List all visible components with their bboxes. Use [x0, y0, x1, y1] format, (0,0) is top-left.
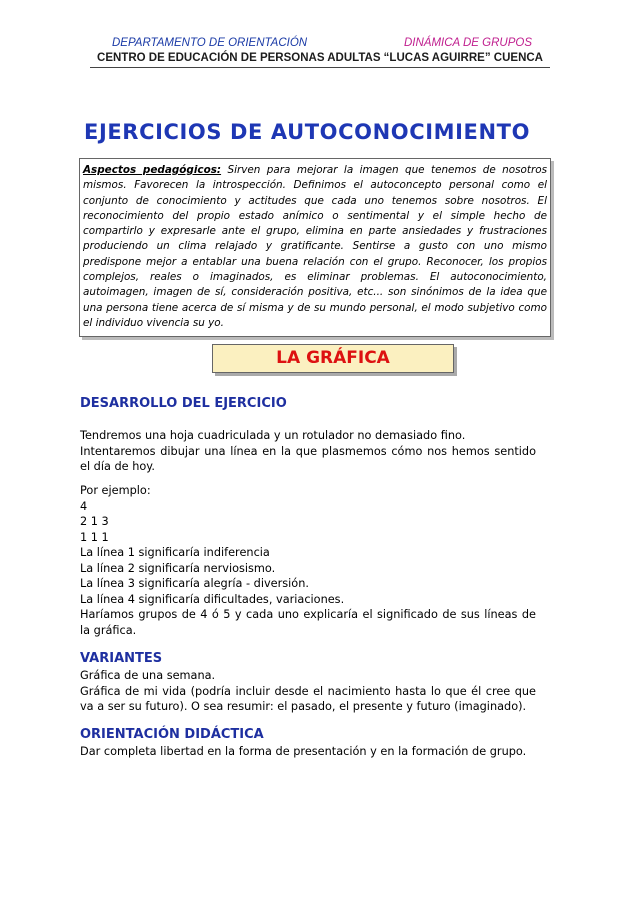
desarrollo-heading: DESARROLLO DEL EJERCICIO — [80, 396, 287, 411]
header-top — [112, 37, 532, 49]
variante-line: Gráfica de una semana. — [80, 669, 216, 682]
orientacion-heading: ORIENTACIÓN DIDÁCTICA — [80, 727, 264, 742]
variante-line: Gráfica de mi vida (podría incluir desde el nacimiento hasta lo que él cree que va a ser su futuro). O sea resumir: el pasado, el presente y futuro (imaginado). — [80, 684, 536, 713]
meaning-line: La línea 4 significaría dificultades, variaciones. — [80, 592, 345, 606]
example-line: 2 1 3 — [80, 515, 109, 528]
desarrollo-intro — [80, 428, 536, 475]
orientacion-text: Dar completa libertad en la forma de presentación y en la formación de grupo. — [80, 745, 527, 758]
desarrollo-example — [80, 483, 536, 638]
center-name: CENTRO DE EDUCACIÓN DE PERSONAS ADULTAS “LUCAS AGUIRRE” CUENCA — [90, 52, 550, 68]
aspects-text: Sirven para mejorar la imagen que tenemos de nosotros mismos. Favorecen la introspección. Definimos el autoconcepto personal como el conjunto de conocimiento y actitudes que cada uno tenemos sobre nosotros. El reconocimiento del propio estado anímico o sentimental y el simple hecho de compartirlo y expresarle ante el grupo, elimina en parte ansiedades y frustraciones produciendo un clima relajado y gratificante. Sentirse a gusto con uno mismo predispone mejor a entablar una buena relación con el grupo. Reconocer, los propios complejos, reales o imaginados, es eliminar problemas. El autoconocimiento, autoimagen, imagen de sí, consideración positiva, etc... son sinónimos de la idea que una persona tiene acerca de sí misma y de su mundo personal, el modo subjetivo como el individuo vivencia su yo. — [83, 164, 547, 329]
department-label: DEPARTAMENTO DE ORIENTACIÓN — [112, 37, 308, 49]
variantes-heading: VARIANTES — [80, 651, 163, 666]
example-line: 1 1 1 — [80, 530, 109, 544]
example-label: Por ejemplo: — [80, 484, 151, 497]
meaning-line: La línea 3 significaría alegría - diversión. — [80, 577, 309, 590]
groups-text: Haríamos grupos de 4 ó 5 y cada uno explicaría el significado de sus líneas de la gráfica. — [80, 608, 536, 637]
aspects-label: Aspectos pedagógicos: — [83, 164, 222, 176]
section-title: LA GRÁFICA — [212, 344, 454, 373]
example-line: 4 — [80, 499, 88, 513]
page-title: EJERCICIOS DE AUTOCONOCIMIENTO — [84, 120, 531, 144]
aspects-box — [79, 158, 551, 337]
variantes-text — [80, 668, 536, 715]
group-dynamics-label: DINÁMICA DE GRUPOS — [403, 37, 532, 49]
meaning-line: La línea 2 significaría nerviosismo. — [80, 561, 276, 575]
desarrollo-p1: Tendremos una hoja cuadriculada y un rotulador no demasiado fino. — [80, 429, 466, 442]
desarrollo-p2: Intentaremos dibujar una línea en la que plasmemos cómo nos hemos sentido el día de hoy. — [80, 444, 536, 473]
meaning-line: La línea 1 significaría indiferencia — [80, 546, 270, 559]
